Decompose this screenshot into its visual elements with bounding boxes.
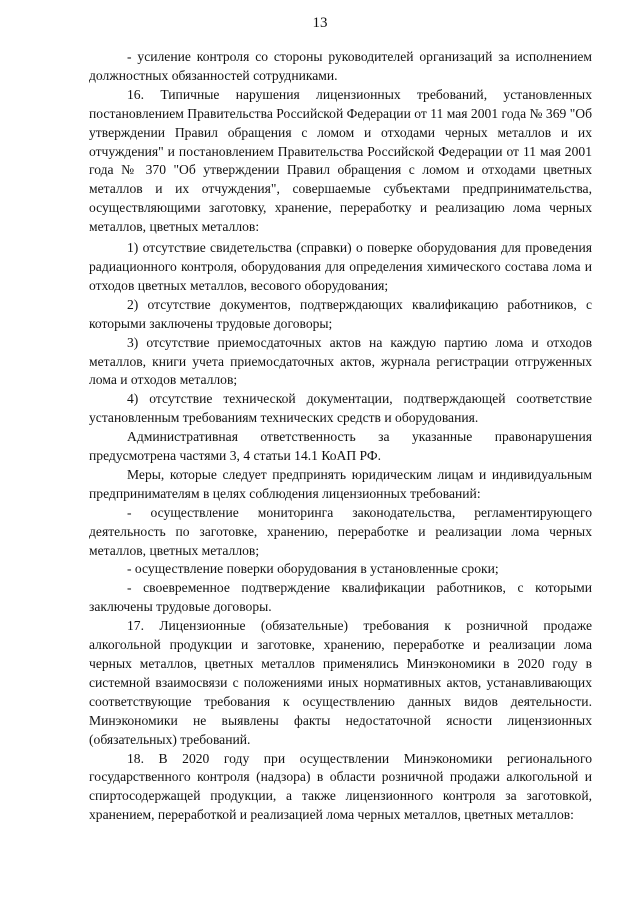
paragraph-item-1: 1) отсутствие свидетельства (справки) о поверке оборудования для проведения радиационного контроля, оборудования для определения химического состава лома и отходов цветных металлов, весового оборудования; bbox=[89, 240, 592, 293]
paragraph-item-2: 2) отсутствие документов, подтверждающих квалификацию работников, с которыми заключены трудовые договоры; bbox=[89, 296, 592, 331]
paragraph-bullet-verification: - осуществление поверки оборудования в установленные сроки; bbox=[127, 561, 499, 577]
paragraph-measures: Меры, которые следует предпринять юридическим лицам и индивидуальным предпринимателям в целях соблюдения лицензионных требований: bbox=[89, 466, 592, 501]
paragraph-16-heading: 16. Типичные нарушения лицензионных требований, установленных постановлением Правительства Российской Федерации от 11 мая 2001 года № 369 "Об утверждении Правил обращения с ломом и отходами черных металлов и их отчуждения" и постановлением Правительства Российской Федерации от 11 мая 2001 года № 370 "Об утверждении Правил обращения с ломом и отходами цветных металлов и их отчуждения", совершаемые субъектами предпринимательства, осуществляющими заготовку, хранение, переработку и реализацию лома черных металлов, цветных металлов: bbox=[89, 86, 592, 235]
paragraph-bullet-monitoring: - осуществление мониторинга законодательства, регламентирующего деятельность по заготовке, хранению, переработке и реализации лома черных металлов, цветных металлов; bbox=[89, 504, 592, 558]
document-body bbox=[89, 48, 592, 825]
paragraph-17: 17. Лицензионные (обязательные) требования к розничной продаже алкогольной продукции и заготовке, хранению, переработке и реализации лома черных металлов, цветных металлов применялись Минэкономики в 2020 году в системной взаимосвязи с положениями иных нормативных актов, устанавливающих соответствующие требования к осуществлению данных видов деятельности. Минэкономики не выявлены факты недостаточной ясности лицензионных (обязательных) требований. bbox=[89, 618, 592, 747]
paragraph-18: 18. В 2020 году при осуществлении Минэкономики регионального государственного контроля (надзора) в области розничной продажи алкогольной и спиртосодержащей продукции, а также лицензионного контроля за заготовкой, хранением, переработкой и реализацией лома черных металлов, цветных металлов: bbox=[89, 750, 592, 823]
page-number: 13 bbox=[312, 15, 328, 31]
paragraph-item-3: 3) отсутствие приемосдаточных актов на каждую партию лома и отходов металлов, книги учета приемосдаточных актов, журнала регистрации отгруженных лома и отходов металлов; bbox=[89, 334, 592, 388]
paragraph-bullet-qualification: - своевременное подтверждение квалификации работников, с которыми заключены трудовые договоры. bbox=[89, 580, 592, 615]
paragraph-bullet-control: - усиление контроля со стороны руководителей организаций за исполнением должностных обязанностей сотрудниками. bbox=[89, 49, 592, 83]
paragraph-item-4: 4) отсутствие технической документации, подтверждающей соответствие установленным требованиям технических средств и оборудования. bbox=[89, 391, 592, 426]
paragraph-liability: Административная ответственность за указанные правонарушения предусмотрена частями 3, 4 статьи 14.1 КоАП РФ. bbox=[89, 429, 592, 464]
